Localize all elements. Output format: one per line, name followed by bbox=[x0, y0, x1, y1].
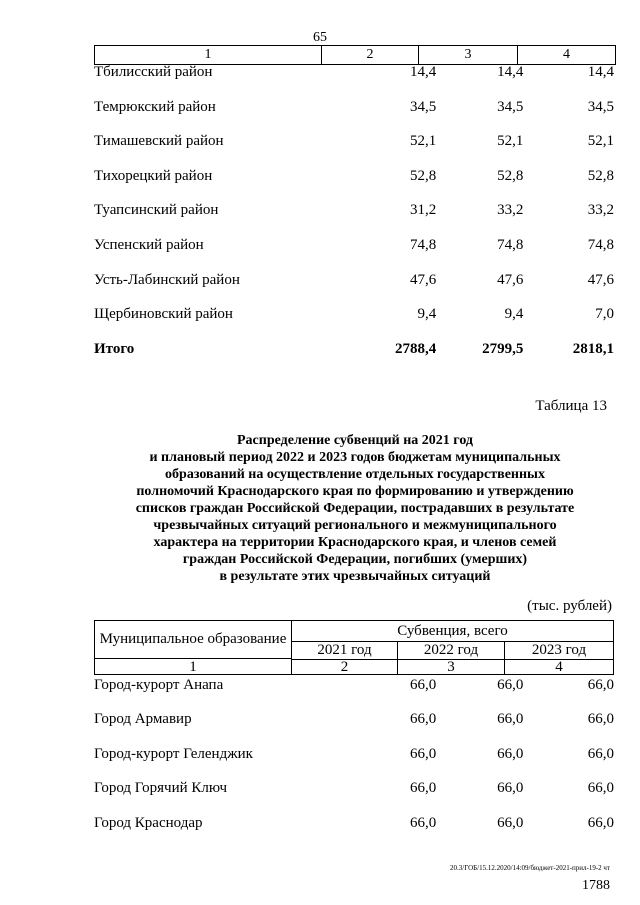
value-2022: 34,5 bbox=[497, 98, 524, 115]
value-2021: 66,0 bbox=[409, 677, 437, 693]
col-number-1: 1 bbox=[95, 659, 292, 675]
table-row bbox=[94, 306, 614, 341]
value-2023: 66,0 bbox=[587, 814, 614, 831]
col-year-2021: 2021 год bbox=[292, 642, 398, 660]
table1-header bbox=[94, 45, 616, 65]
value-2023: 66,0 bbox=[587, 677, 614, 693]
table1-col-4: 4 bbox=[563, 47, 570, 62]
value-2021: 52,1 bbox=[409, 133, 437, 150]
value-2023: 52,8 bbox=[587, 167, 614, 184]
table1-col-3: 3 bbox=[419, 46, 518, 64]
table-row bbox=[94, 202, 614, 237]
row-name: Город-курорт Анапа bbox=[94, 677, 224, 693]
value-2022: 66,0 bbox=[497, 780, 524, 797]
value-2021: 66,0 bbox=[409, 711, 437, 728]
table-row bbox=[94, 711, 614, 745]
table-row bbox=[94, 677, 614, 711]
value-2021: 31,2 bbox=[409, 202, 437, 219]
value-2022: 14,4 bbox=[497, 64, 524, 80]
table-row bbox=[94, 64, 614, 99]
value-2023: 34,5 bbox=[587, 98, 614, 115]
value-2023: 66,0 bbox=[587, 745, 614, 762]
value-2023: 33,2 bbox=[587, 202, 614, 219]
table1-col-2: 2 bbox=[322, 46, 419, 64]
row-name: Тимашевский район bbox=[94, 133, 224, 150]
total-row bbox=[94, 341, 614, 376]
table1-col-1: 1 bbox=[95, 46, 322, 64]
value-2021: 66,0 bbox=[409, 814, 437, 831]
value-2021: 66,0 bbox=[409, 780, 437, 797]
table-row bbox=[94, 99, 614, 134]
table-row bbox=[94, 133, 614, 168]
col-year-2022: 2022 год bbox=[398, 642, 505, 660]
row-name: Город Армавир bbox=[94, 711, 192, 728]
col-number-4: 4 bbox=[555, 659, 563, 675]
table13-title: Распределение субвенций на 2021 год и плановый период 2022 и 2023 годов бюджетам муниципальных образований на осуществление отдельных государственных полномочий Краснодарского края по формированию и утверждению списков граждан Российской Федерации, пострадавших в результате чрезвычайных ситуаций регионального и межмуниципального характера на территории Краснодарского края, и членов семей граждан Российской Федерации, погибших (умерших) в результате этих чрезвычайных ситуаций bbox=[135, 433, 575, 584]
value-2021: 14,4 bbox=[409, 64, 437, 80]
table13-label: Таблица 13 bbox=[535, 398, 607, 414]
col-subvention: Субвенция, всего bbox=[292, 621, 613, 642]
table13-header bbox=[94, 620, 614, 675]
table-row bbox=[94, 746, 614, 780]
value-2022: 66,0 bbox=[497, 814, 524, 831]
table-row bbox=[94, 815, 614, 849]
row-name: Туапсинский район bbox=[94, 202, 219, 219]
total-2021: 2788,4 bbox=[394, 340, 437, 357]
value-2022: 66,0 bbox=[497, 677, 524, 693]
total-2023: 2818,1 bbox=[572, 340, 614, 357]
value-2022: 47,6 bbox=[497, 271, 524, 288]
value-2022: 9,4 bbox=[504, 306, 524, 323]
value-2021: 74,8 bbox=[409, 236, 437, 253]
value-2023: 66,0 bbox=[587, 780, 614, 797]
row-name: Темрюкский район bbox=[94, 98, 216, 115]
table1-body bbox=[94, 64, 614, 375]
table-row bbox=[94, 272, 614, 307]
table-row bbox=[94, 237, 614, 272]
value-2021: 66,0 bbox=[409, 745, 437, 762]
table13-body bbox=[94, 677, 614, 849]
value-2022: 66,0 bbox=[497, 711, 524, 728]
value-2022: 52,8 bbox=[497, 167, 524, 184]
col-year-2023: 2023 год bbox=[505, 642, 613, 660]
value-2023: 47,6 bbox=[587, 271, 614, 288]
row-name: Город Горячий Ключ bbox=[94, 780, 228, 797]
row-name: Тбилисский район bbox=[94, 64, 213, 80]
value-2023: 66,0 bbox=[587, 711, 614, 728]
page-number: 65 bbox=[313, 30, 327, 45]
value-2023: 74,8 bbox=[587, 236, 614, 253]
row-name: Город-курорт Геленджик bbox=[94, 745, 253, 762]
row-name: Город Краснодар bbox=[94, 814, 203, 831]
table-row bbox=[94, 780, 614, 814]
value-2022: 33,2 bbox=[497, 202, 524, 219]
footer-page-number: 1788 bbox=[582, 878, 610, 893]
total-2022: 2799,5 bbox=[482, 340, 524, 357]
value-2021: 34,5 bbox=[409, 98, 437, 115]
value-2023: 7,0 bbox=[595, 306, 614, 323]
value-2022: 74,8 bbox=[497, 236, 524, 253]
table-row bbox=[94, 168, 614, 203]
value-2021: 52,8 bbox=[409, 167, 437, 184]
row-name: Усть-Лабинский район bbox=[94, 271, 240, 288]
value-2023: 52,1 bbox=[587, 133, 614, 150]
value-2021: 47,6 bbox=[409, 271, 437, 288]
col-number-2: 2 bbox=[292, 659, 398, 675]
units-label: (тыс. рублей) bbox=[527, 598, 612, 614]
value-2021: 9,4 bbox=[417, 306, 437, 323]
total-label: Итого bbox=[94, 340, 135, 357]
document-code: 20.3/ГОБ/15.12.2020/14:09/бюджет-2021-прил-19-2 чт bbox=[450, 864, 610, 872]
value-2023: 14,4 bbox=[587, 64, 614, 80]
row-name: Щербиновский район bbox=[94, 306, 233, 323]
col-number-3: 3 bbox=[398, 659, 505, 675]
row-name: Тихорецкий район bbox=[94, 167, 213, 184]
col-municipality: Муниципальное образование bbox=[95, 621, 292, 659]
value-2022: 66,0 bbox=[497, 745, 524, 762]
row-name: Успенский район bbox=[94, 236, 204, 253]
value-2022: 52,1 bbox=[497, 133, 524, 150]
